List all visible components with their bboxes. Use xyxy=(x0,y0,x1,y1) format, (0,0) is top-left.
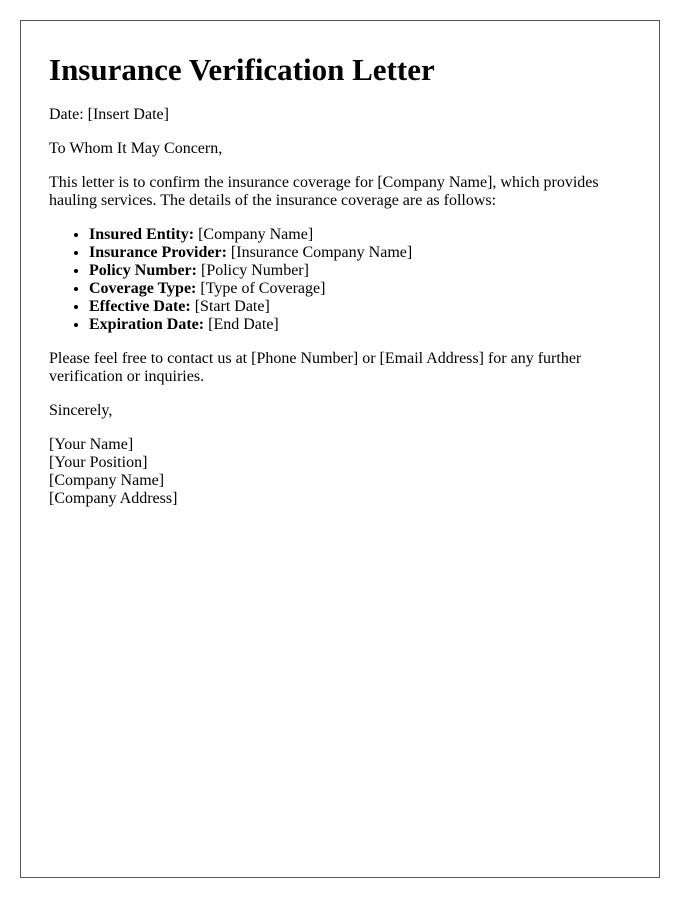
detail-value: [Company Name] xyxy=(194,226,314,244)
detail-value: [Type of Coverage] xyxy=(196,280,326,298)
signature-block xyxy=(49,436,631,508)
detail-policy-number xyxy=(89,262,631,280)
detail-value: [Policy Number] xyxy=(196,262,309,280)
detail-value: [Insurance Company Name] xyxy=(226,244,413,262)
detail-effective-date xyxy=(89,298,631,316)
signature-address: [Company Address] xyxy=(49,490,178,508)
detail-label: Effective Date: xyxy=(89,298,191,316)
letter-page xyxy=(20,20,660,878)
detail-insured-entity xyxy=(89,226,631,244)
date-line: Date: [Insert Date] xyxy=(49,106,169,124)
intro-paragraph: This letter is to confirm the insurance coverage for [Company Name], which provides hauling services. The details of the insurance coverage are as follows: xyxy=(49,174,599,210)
coverage-details-list xyxy=(49,226,631,334)
signature-name: [Your Name] xyxy=(49,436,134,454)
signature-position: [Your Position] xyxy=(49,454,148,472)
signature-company: [Company Name] xyxy=(49,472,165,490)
detail-label: Insured Entity: xyxy=(89,226,195,244)
detail-value: [Start Date] xyxy=(190,298,270,316)
detail-coverage-type xyxy=(89,280,631,298)
letter-title: Insurance Verification Letter xyxy=(49,52,435,87)
closing: Sincerely, xyxy=(49,402,113,420)
contact-paragraph: Please feel free to contact us at [Phone Number] or [Email Address] for any further verification or inquiries. xyxy=(49,350,582,386)
detail-label: Expiration Date: xyxy=(89,316,205,334)
detail-label: Insurance Provider: xyxy=(89,244,227,262)
detail-insurance-provider xyxy=(89,244,631,262)
detail-label: Policy Number: xyxy=(89,262,197,280)
detail-expiration-date xyxy=(89,316,631,334)
salutation: To Whom It May Concern, xyxy=(49,140,223,158)
detail-value: [End Date] xyxy=(204,316,279,334)
detail-label: Coverage Type: xyxy=(89,280,197,298)
